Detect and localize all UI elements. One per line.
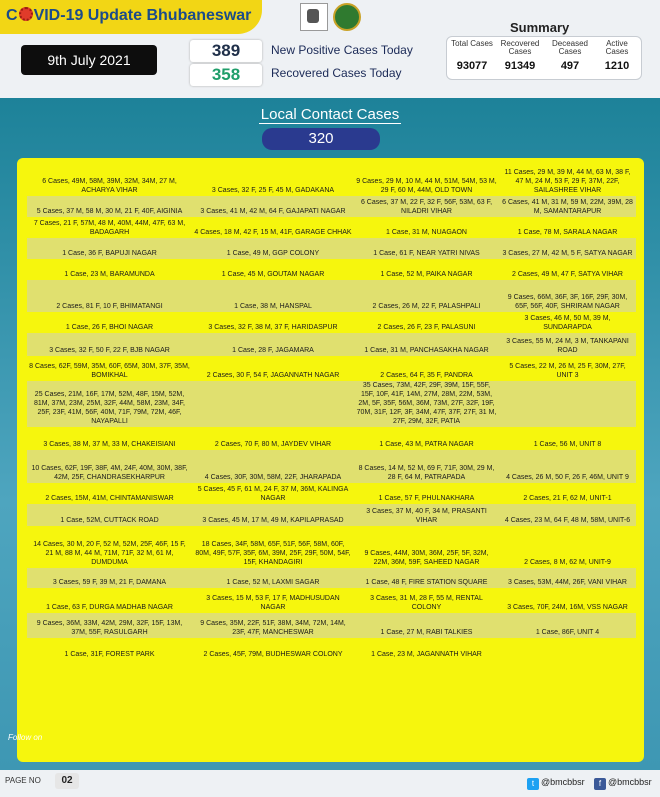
cases-table-body — [27, 166, 636, 660]
case-cell: 1 Case, 43 M, PATRA NAGAR — [379, 441, 474, 448]
recovered-label: Recovered Cases Today — [271, 66, 402, 80]
table-row — [27, 280, 636, 312]
page-number: 02 — [55, 773, 79, 789]
cases-table — [27, 166, 636, 660]
case-cell: 1 Case, 28 F, JAGAMARA — [192, 333, 354, 356]
summary-deceased — [547, 40, 593, 72]
main-section — [0, 98, 660, 770]
case-cell: 2 Cases, 30 F, 54 F, JAGANNATH NAGAR — [206, 372, 340, 379]
case-cell: 2 Cases, 8 M, 62 M, UNIT-9 — [524, 559, 611, 566]
table-row — [27, 588, 636, 613]
case-cell: 14 Cases, 30 M, 20 F, 52 M, 52M, 25F, 46F, 15 F, 21 M, 88 M, 44 M, 71M, 71F, 32 M, 61 M, DUMDUMA — [33, 541, 186, 566]
case-cell: 5 Cases, 37 M, 58 M, 30 M, 21 F, 40F, AIGINIA — [27, 196, 192, 217]
summary-label: Active Cases — [605, 39, 629, 56]
case-cell: 3 Cases, 27 M, 42 M, 5 F, SATYA NAGAR — [499, 238, 636, 259]
case-cell: 3 Cases, 15 M, 53 F, 17 F, MADHUSUDAN NAGAR — [206, 595, 340, 611]
case-cell: 3 Cases, 46 M, 50 M, 39 M, SUNDARAPDA — [524, 315, 611, 331]
case-cell — [499, 381, 636, 427]
case-cell: 3 Cases, 38 M, 37 M, 33 M, CHAKEISIANI — [43, 441, 176, 448]
table-row — [27, 333, 636, 356]
twitter-handle-text: @bmcbbsr — [541, 777, 585, 787]
case-cell: 3 Cases, 59 F, 39 M, 21 F, DAMANA — [27, 568, 192, 588]
case-cell: 6 Cases, 37 M, 22 F, 32 F, 56F, 53M, 63 F, NILADRI VIHAR — [354, 196, 499, 217]
summary-title: Summary — [510, 20, 570, 35]
table-row — [27, 427, 636, 450]
new-positive-count: 389 — [190, 40, 262, 62]
case-cell: 1 Case, 26 F, BHOI NAGAR — [65, 324, 154, 331]
table-row — [27, 217, 636, 238]
case-cell: 1 Case, 52M, CUTTACK ROAD — [27, 504, 192, 526]
local-contact-count: 320 — [262, 128, 380, 150]
table-row — [27, 450, 636, 483]
table-row — [27, 259, 636, 280]
case-cell: 3 Cases, 70F, 24M, 16M, VSS NAGAR — [507, 604, 628, 611]
case-cell: 2 Cases, 26 F, 23 F, PALASUNI — [377, 324, 476, 331]
case-cell: 2 Cases, 70 F, 80 M, JAYDEV VIHAR — [214, 441, 332, 448]
case-cell: 4 Cases, 30F, 30M, 58M, 22F, JHARAPADA — [192, 450, 354, 483]
case-cell: 2 Cases, 26 M, 22 F, PALASHPALI — [354, 280, 499, 312]
case-cell: 2 Cases, 81 F, 10 F, BHIMATANGI — [27, 280, 192, 312]
facebook-handle-text: @bmcbbsr — [608, 777, 652, 787]
case-cell: 2 Cases, 64 F, 35 F, PANDRA — [380, 372, 473, 379]
case-cell: 35 Cases, 73M, 42F, 29F, 39M, 15F, 55F, 15F, 10F, 41F, 14M, 27M, 28M, 22M, 53M, 2M, 5F, 35F, 56M, 36M, 73M, 27F, 32F, 19F, 70M, 31F, 12F, 3F, 34M, 47F, 37F, 27F, 31 M, 27F, 29M, 32F, PATIA — [354, 381, 499, 427]
case-cell: 1 Case, 61 F, NEAR YATRI NIVAS — [354, 238, 499, 259]
title-suffix: VID-19 Update Bhubaneswar — [33, 7, 252, 24]
summary-label: Total Cases — [451, 39, 493, 48]
date-badge: 9th July 2021 — [21, 45, 157, 75]
case-cell: 9 Cases, 29 M, 10 M, 44 M, 51M, 54M, 53 M, 29 F, 60 M, 44M, OLD TOWN — [356, 178, 497, 194]
case-cell: 3 Cases, 37 M, 40 F, 34 M, PRASANTI VIHAR — [354, 504, 499, 526]
case-cell — [192, 381, 354, 427]
case-cell: 3 Cases, 32 F, 50 F, 22 F, BJB NAGAR — [27, 333, 192, 356]
case-cell: 1 Case, 36 F, BAPUJI NAGAR — [27, 238, 192, 259]
case-cell: 3 Cases, 31 M, 28 F, 55 M, RENTAL COLONY — [370, 595, 483, 611]
case-cell: 3 Cases, 45 M, 17 M, 49 M, KAPILAPRASAD — [192, 504, 354, 526]
case-cell: 1 Case, 52 M, PAIKA NAGAR — [380, 271, 473, 278]
case-cell: 6 Cases, 49M, 58M, 39M, 32M, 34M, 27 M, ACHARYA VIHAR — [42, 178, 177, 194]
case-cell: 25 Cases, 21M, 16F, 17M, 52M, 48F, 15M, 52M, 81M, 37M, 23M, 25M, 32F, 44M, 58M, 23M, 34F, 25F, 23F, 41M, 56F, 40M, 71F, 79M, 72M, 46F, NAYAPALLI — [27, 381, 192, 427]
case-cell: 1 Case, 27 M, RABI TALKIES — [354, 613, 499, 638]
table-row — [27, 526, 636, 568]
case-cell: 1 Case, 86F, UNIT 4 — [499, 613, 636, 638]
case-cell: 8 Cases, 14 M, 52 M, 69 F, 71F, 30M, 29 M, 28 F, 64 M, PATRAPADA — [354, 450, 499, 483]
page-title — [6, 7, 251, 25]
case-cell: 5 Cases, 45 F, 61 M, 24 F, 37 M, 36M, KALINGA NAGAR — [197, 486, 349, 502]
title-prefix: C — [6, 7, 18, 24]
case-cell: 3 Cases, 53M, 44M, 26F, VANI VIHAR — [499, 568, 636, 588]
table-row — [27, 568, 636, 588]
case-cell: 4 Cases, 23 M, 64 F, 48 M, 58M, UNIT-6 — [499, 504, 636, 526]
case-cell: 3 Cases, 32 F, 38 M, 37 F, HARIDASPUR — [208, 324, 338, 331]
case-cell: 1 Case, 31F, FOREST PARK — [64, 651, 155, 658]
case-cell: 1 Case, 31 M, PANCHASAKHA NAGAR — [354, 333, 499, 356]
summary-value: 93077 — [456, 60, 488, 72]
case-cell: 3 Cases, 41 M, 42 M, 64 F, GAJAPATI NAGAR — [192, 196, 354, 217]
twitter-icon: t — [527, 778, 539, 790]
municipal-corporation-logo — [333, 3, 361, 31]
virus-icon — [19, 7, 33, 21]
case-cell: 1 Case, 45 M, GOUTAM NAGAR — [221, 271, 325, 278]
case-cell: 7 Cases, 21 F, 57M, 48 M, 40M, 44M, 47F, 63 M, BADAGARH — [33, 220, 186, 236]
case-cell: 1 Case, 38 M, HANSPAL — [192, 280, 354, 312]
case-cell — [499, 638, 636, 660]
case-cell: 9 Cases, 44M, 30M, 36M, 25F, 5F, 32M, 22M, 36M, 59F, SAHEED NAGAR — [364, 550, 489, 566]
table-row — [27, 613, 636, 638]
case-cell: 2 Cases, 49 M, 47 F, SATYA VIHAR — [511, 271, 623, 278]
case-cell: 2 Cases, 21 F, 62 M, UNIT-1 — [523, 495, 612, 502]
government-emblem-logo — [300, 3, 328, 31]
case-cell: 9 Cases, 66M, 36F, 3F, 16F, 29F, 30M, 65F, 56F, 40F, SHRIRAM NAGAR — [499, 280, 636, 312]
summary-recovered — [495, 40, 545, 72]
summary-label: Recovered Cases — [500, 39, 540, 56]
table-row — [27, 238, 636, 259]
summary-active — [595, 40, 639, 72]
recovered-count: 358 — [190, 64, 262, 86]
summary-label: Deceased Cases — [551, 39, 589, 56]
case-cell: 2 Cases, 45F, 79M, BUDHESWAR COLONY — [203, 651, 343, 658]
cases-panel — [17, 158, 644, 762]
case-cell: 5 Cases, 22 M, 26 M, 25 F, 30M, 27F, UNIT 3 — [509, 363, 626, 379]
facebook-icon: f — [594, 778, 606, 790]
case-cell: 6 Cases, 41 M, 31 M, 59 M, 22M, 39M, 28 M, SAMANTARAPUR — [499, 196, 636, 217]
summary-value: 91349 — [504, 60, 536, 72]
table-row — [27, 638, 636, 660]
table-row — [27, 196, 636, 217]
table-row — [27, 381, 636, 427]
case-cell: 2 Cases, 15M, 41M, CHINTAMANISWAR — [45, 495, 174, 502]
table-row — [27, 483, 636, 504]
case-cell: 1 Case, 57 F, PHULNAKHARA — [378, 495, 475, 502]
case-cell: 1 Case, 49 M, GGP COLONY — [192, 238, 354, 259]
case-cell: 4 Cases, 18 M, 42 F, 15 M, 41F, GARAGE CHHAK — [194, 229, 352, 236]
twitter-handle[interactable] — [527, 775, 585, 789]
table-row — [27, 504, 636, 526]
case-cell: 1 Case, 23 M, JAGANNATH VIHAR — [371, 651, 482, 658]
facebook-handle[interactable] — [594, 775, 652, 789]
title-tab — [0, 0, 262, 34]
case-cell: 18 Cases, 34F, 58M, 65F, 51F, 56F, 58M, 60F, 80M, 49F, 57F, 35F, 6M, 39M, 25F, 29F, 50M, 54F, 15F, KHANDAGIRI — [195, 541, 351, 566]
case-cell: 1 Case, 48 F, FIRE STATION SQUARE — [354, 568, 499, 588]
case-cell: 9 Cases, 35M, 22F, 51F, 38M, 34M, 72M, 14M, 23F, 47F, MANCHESWAR — [192, 613, 354, 638]
summary-value: 497 — [560, 60, 580, 72]
case-cell: 1 Case, 63 F, DURGA MADHAB NAGAR — [46, 604, 173, 611]
case-cell: 10 Cases, 62F, 19F, 38F, 4M, 24F, 40M, 30M, 38F, 42M, 25F, CHANDRASEKHARPUR — [27, 450, 192, 483]
case-cell: 4 Cases, 26 M, 50 F, 26 F, 46M, UNIT 9 — [499, 450, 636, 483]
case-cell: 1 Case, 23 M, BARAMUNDA — [64, 271, 155, 278]
new-positive-label: New Positive Cases Today — [271, 43, 413, 57]
case-cell: 1 Case, 78 M, SARALA NAGAR — [517, 229, 618, 236]
table-row — [27, 356, 636, 381]
case-cell: 3 Cases, 32 F, 25 F, 45 M, GADAKANA — [211, 187, 335, 194]
table-row — [27, 166, 636, 196]
follow-on-label: Follow on — [8, 733, 43, 742]
case-cell: 3 Cases, 55 M, 24 M, 3 M, TANKAPANI ROAD — [499, 333, 636, 356]
table-row — [27, 312, 636, 333]
local-contact-title — [0, 106, 660, 123]
local-contact-title-text: Local Contact Cases — [260, 106, 400, 123]
page-number-label: PAGE NO — [5, 776, 41, 785]
case-cell: 1 Case, 31 M, NUAGAON — [386, 229, 467, 236]
case-cell: 1 Case, 52 M, LAXMI SAGAR — [192, 568, 354, 588]
summary-total — [449, 40, 495, 72]
case-cell: 8 Cases, 62F, 59M, 35M, 60F, 65M, 30M, 37F, 35M, BOMIKHAL — [29, 363, 190, 379]
header — [0, 0, 660, 98]
case-cell: 9 Cases, 36M, 33M, 42M, 29M, 32F, 15F, 13M, 37M, 55F, RASULGARH — [27, 613, 192, 638]
summary-value: 1210 — [604, 60, 630, 72]
case-cell: 1 Case, 56 M, UNIT 8 — [533, 441, 602, 448]
case-cell: 11 Cases, 29 M, 39 M, 44 M, 63 M, 38 F, 47 M, 24 M, 53 F, 29 F, 37M, 22F, SAILASHREE VIHAR — [504, 169, 631, 194]
summary-box — [446, 36, 642, 80]
